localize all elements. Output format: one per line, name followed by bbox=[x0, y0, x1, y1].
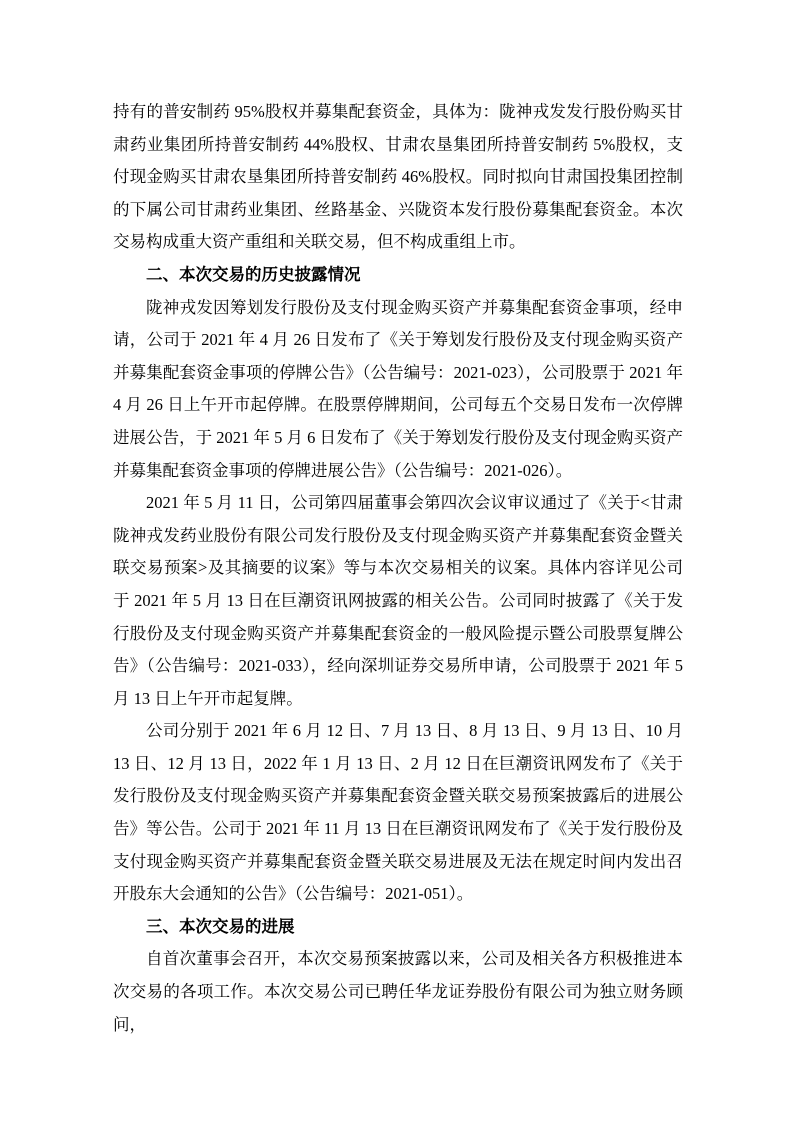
section-heading-transaction-progress: 三、本次交易的进展 bbox=[146, 917, 295, 936]
paragraph-equity-purchase-summary: 持有的普安制药 95%股权并募集配套资金，具体为：陇神戎发发行股份购买甘肃药业集团所持普安制药 44%股权、甘肃农垦集团所持普安制药 5%股权，支付现金购买甘肃农垦集团所持普安制药 46%股权。同时拟向甘肃国投集团控制的下属公司甘肃药业集团、丝路基金、兴陇资本发行股份募集配套资金。本次交易构成重大资产重组和关联交易，但不构成重组上市。 bbox=[113, 102, 683, 252]
paragraph-board-meeting-resumption: 2021 年 5 月 11 日，公司第四届董事会第四次会议审议通过了《关于<甘肃陇神戎发药业股份有限公司发行股份及支付现金购买资产并募集配套资金暨关联交易预案>及其摘要的议案》等与本次交易相关的议案。具体内容详见公司于 2021 年 5 月 13 日在巨潮资讯网披露的相关公告。公司同时披露了《关于发行股份及支付现金购买资产并募集配套资金的一般风险提示暨公司股票复牌公告》（公告编号：2021-033），经向深圳证券交易所申请，公司股票于 2021 年 5 月 13 日上午开市起复牌。 bbox=[113, 493, 683, 708]
section-heading-historical-disclosure: 二、本次交易的历史披露情况 bbox=[146, 265, 361, 284]
paragraph-suspension-announcements: 陇神戎发因筹划发行股份及支付现金购买资产并募集配套资金事项，经申请，公司于 2021 年 4 月 26 日发布了《关于筹划发行股份及支付现金购买资产并募集配套资金事项的停牌公告》（公告编号：2021-023），公司股票于 2021 年 4 月 26 日上午开市起停牌。在股票停牌期间，公司每五个交易日发布一次停牌进展公告，于 2021 年 5 月 6 日发布了《关于筹划发行股份及支付现金购买资产并募集配套资金事项的停牌进展公告》（公告编号：2021-026）。 bbox=[113, 297, 683, 480]
paragraph-progress-announcements: 公司分别于 2021 年 6 月 12 日、7 月 13 日、8 月 13 日、9 月 13 日、10 月 13 日、12 月 13 日，2022 年 1 月 13 日、2 月 12 日在巨潮资讯网发布了《关于发行股份及支付现金购买资产并募集配套资金暨关联交易预案披露后的进展公告》等公告。公司于 2021 年 11 月 13 日在巨潮资讯网发布了《关于发行股份及支付现金购买资产并募集配套资金暨关联交易进展及无法在规定时间内发出召开股东大会通知的公告》（公告编号：2021-051）。 bbox=[113, 721, 684, 904]
paragraph-advisor-engagement: 自首次董事会召开，本次交易预案披露以来，公司及相关各方积极推进本次交易的各项工作。本次交易公司已聘任华龙证券股份有限公司为独立财务顾问， bbox=[113, 949, 683, 1034]
document-body bbox=[113, 96, 683, 1041]
